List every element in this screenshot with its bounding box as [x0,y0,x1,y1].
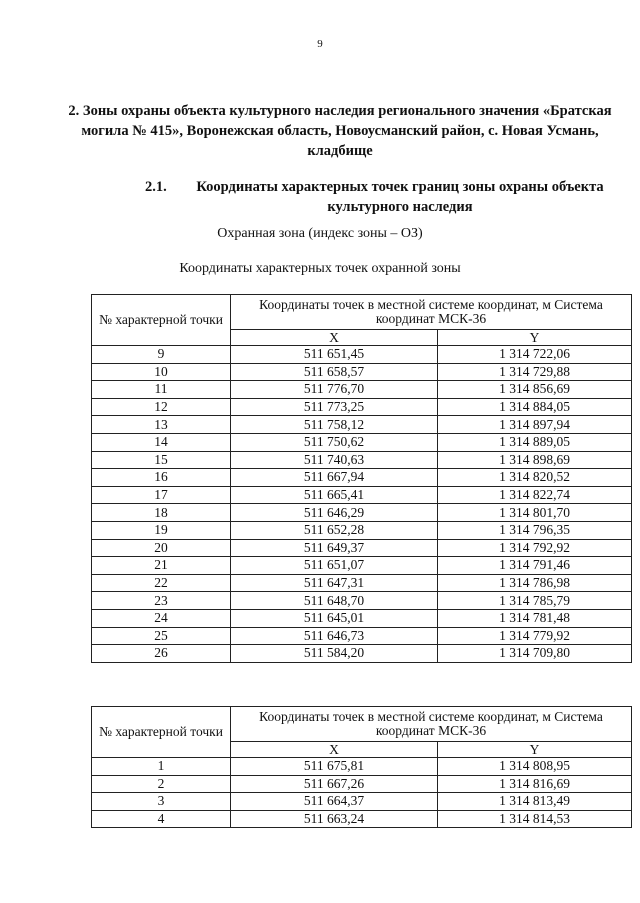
y-header: Y [438,742,632,758]
table-row [92,645,632,663]
point-number-cell: 2 [92,775,231,793]
point-number-cell: 3 [92,793,231,811]
page-number: 9 [317,38,323,50]
table-row [92,539,632,557]
table-row [92,810,632,828]
point-number-cell: 21 [92,557,231,575]
table-row [92,486,632,504]
point-number-cell: 13 [92,416,231,434]
x-coordinate-cell: 511 758,12 [231,416,438,434]
point-number-header: № характерной точки [92,295,231,346]
point-number-cell: 1 [92,758,231,776]
coordinates-header: Координаты точек в местной системе координат, м Система координат МСК-36 [231,707,632,742]
table-row [92,557,632,575]
coordinates-table-1 [91,294,632,663]
x-coordinate-cell: 511 776,70 [231,381,438,399]
x-coordinate-cell: 511 667,26 [231,775,438,793]
table-row [92,775,632,793]
x-header: X [231,742,438,758]
point-number-cell: 22 [92,574,231,592]
point-number-cell: 4 [92,810,231,828]
y-coordinate-cell: 1 314 791,46 [438,557,632,575]
table-row [92,416,632,434]
subsection-title: Координаты характерных точек границ зоны охраны объекта культурного наследия [196,179,604,215]
point-number-cell: 18 [92,504,231,522]
table-row [92,521,632,539]
y-coordinate-cell: 1 314 709,80 [438,645,632,663]
table-row [92,346,632,364]
y-coordinate-cell: 1 314 729,88 [438,363,632,381]
table-row [92,469,632,487]
table-row [92,758,632,776]
x-coordinate-cell: 511 675,81 [231,758,438,776]
y-coordinate-cell: 1 314 796,35 [438,521,632,539]
x-coordinate-cell: 511 646,29 [231,504,438,522]
table-row [92,381,632,399]
point-number-cell: 24 [92,609,231,627]
y-coordinate-cell: 1 314 884,05 [438,398,632,416]
y-coordinate-cell: 1 314 781,48 [438,609,632,627]
point-number-cell: 17 [92,486,231,504]
y-coordinate-cell: 1 314 898,69 [438,451,632,469]
point-number-cell: 16 [92,469,231,487]
x-coordinate-cell: 511 663,24 [231,810,438,828]
point-number-header: № характерной точки [92,707,231,758]
point-number-cell: 15 [92,451,231,469]
point-number-cell: 19 [92,521,231,539]
x-coordinate-cell: 511 651,45 [231,346,438,364]
y-coordinate-cell: 1 314 820,52 [438,469,632,487]
x-coordinate-cell: 511 584,20 [231,645,438,663]
y-coordinate-cell: 1 314 779,92 [438,627,632,645]
y-coordinate-cell: 1 314 822,74 [438,486,632,504]
table-row [92,451,632,469]
table-row [92,592,632,610]
table-row [92,363,632,381]
y-coordinate-cell: 1 314 814,53 [438,810,632,828]
point-number-cell: 23 [92,592,231,610]
y-coordinate-cell: 1 314 786,98 [438,574,632,592]
table-row [92,504,632,522]
y-coordinate-cell: 1 314 801,70 [438,504,632,522]
y-coordinate-cell: 1 314 813,49 [438,793,632,811]
y-coordinate-cell: 1 314 816,69 [438,775,632,793]
point-number-cell: 26 [92,645,231,663]
table-row [92,627,632,645]
point-number-cell: 12 [92,398,231,416]
x-coordinate-cell: 511 645,01 [231,609,438,627]
x-coordinate-cell: 511 773,25 [231,398,438,416]
x-coordinate-cell: 511 651,07 [231,557,438,575]
x-coordinate-cell: 511 647,31 [231,574,438,592]
y-coordinate-cell: 1 314 856,69 [438,381,632,399]
table-row [92,398,632,416]
x-coordinate-cell: 511 652,28 [231,521,438,539]
point-number-cell: 14 [92,433,231,451]
x-coordinate-cell: 511 667,94 [231,469,438,487]
x-coordinate-cell: 511 665,41 [231,486,438,504]
y-coordinate-cell: 1 314 785,79 [438,592,632,610]
point-number-cell: 10 [92,363,231,381]
y-coordinate-cell: 1 314 792,92 [438,539,632,557]
x-header: X [231,330,438,346]
y-coordinate-cell: 1 314 897,94 [438,416,632,434]
table-row [92,609,632,627]
y-coordinate-cell: 1 314 722,06 [438,346,632,364]
y-coordinate-cell: 1 314 889,05 [438,433,632,451]
table-caption: Координаты характерных точек охранной зоны [179,261,461,276]
x-coordinate-cell: 511 750,62 [231,433,438,451]
table-row [92,433,632,451]
point-number-cell: 9 [92,346,231,364]
x-coordinate-cell: 511 664,37 [231,793,438,811]
x-coordinate-cell: 511 649,37 [231,539,438,557]
x-coordinate-cell: 511 648,70 [231,592,438,610]
x-coordinate-cell: 511 740,63 [231,451,438,469]
table-row [92,574,632,592]
coordinates-table-2 [91,706,632,828]
coordinates-header: Координаты точек в местной системе координат, м Система координат МСК-36 [231,295,632,330]
y-header: Y [438,330,632,346]
x-coordinate-cell: 511 646,73 [231,627,438,645]
zone-label: Охранная зона (индекс зоны – ОЗ) [217,226,423,241]
point-number-cell: 20 [92,539,231,557]
point-number-cell: 25 [92,627,231,645]
subsection-number: 2.1. [145,179,167,195]
section-title: 2. Зоны охраны объекта культурного наследия регионального значения «Братская могила № 415», Воронежская область, Новоусманский район, с. Новая Усмань, кладбище [68,103,612,159]
x-coordinate-cell: 511 658,57 [231,363,438,381]
y-coordinate-cell: 1 314 808,95 [438,758,632,776]
point-number-cell: 11 [92,381,231,399]
table-row [92,793,632,811]
